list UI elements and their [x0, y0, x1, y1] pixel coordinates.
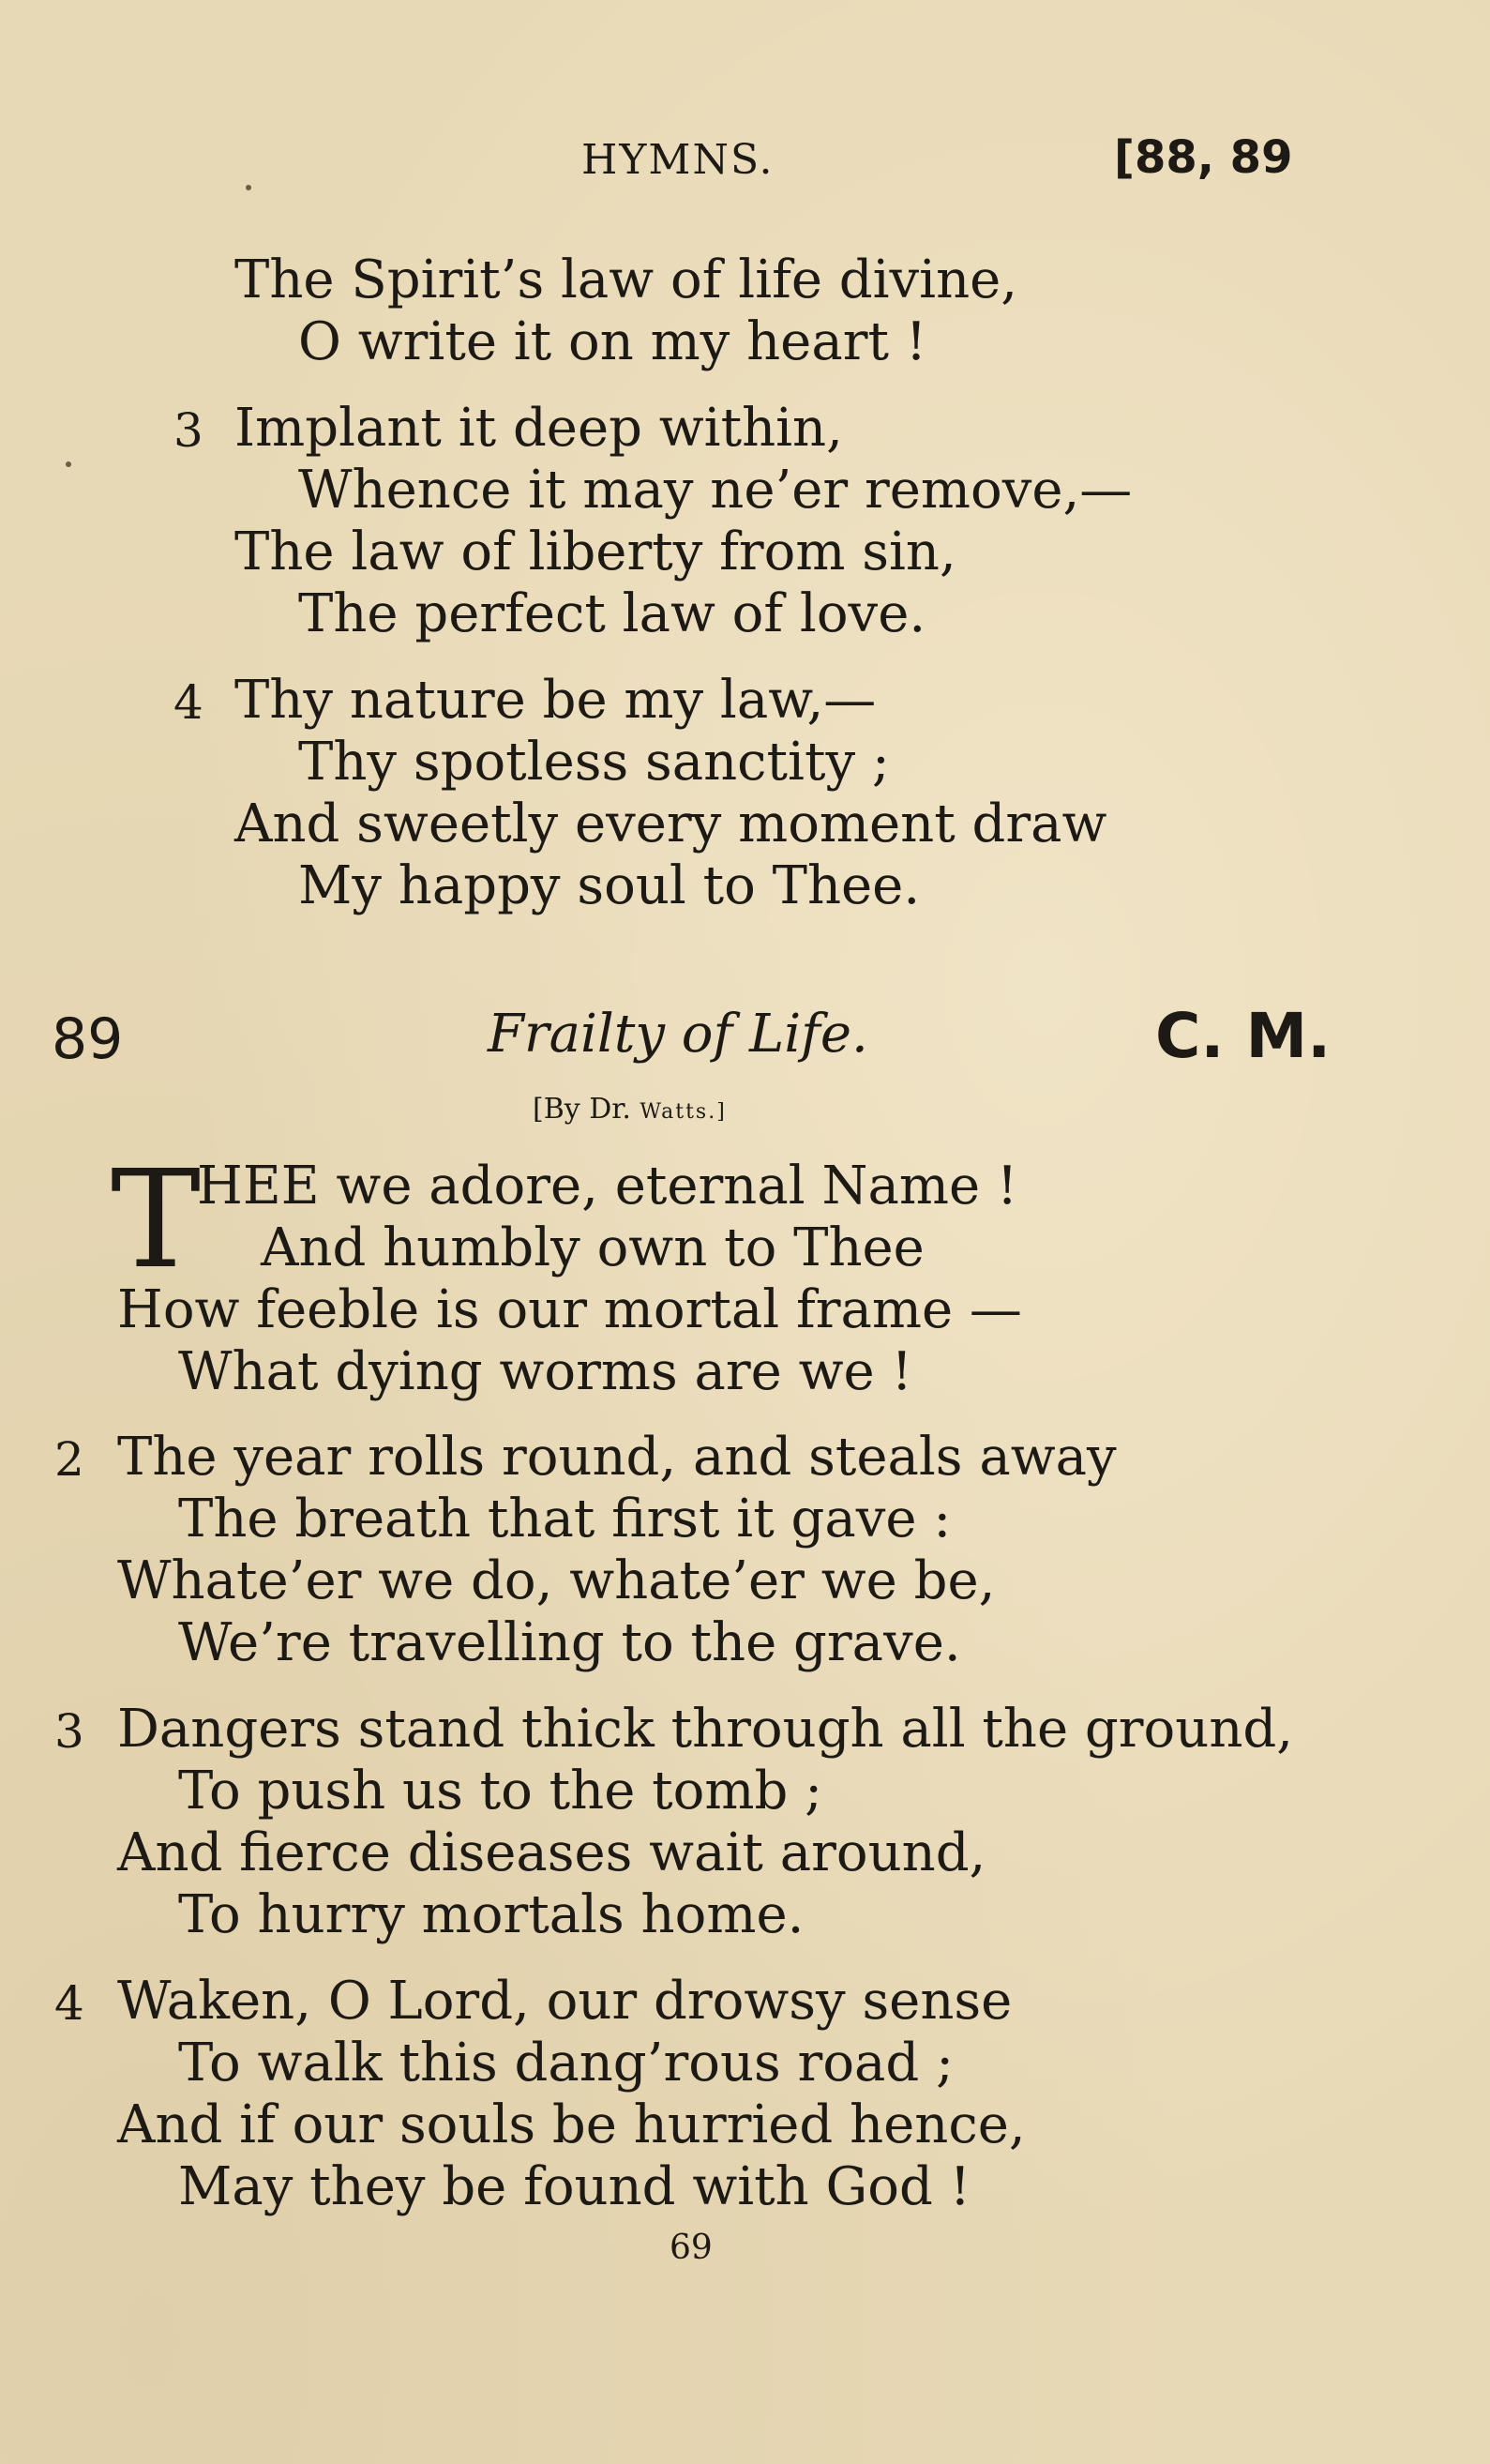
- print-speck: [66, 461, 71, 467]
- attribution-author: Watts.]: [640, 1100, 727, 1124]
- stanza-number: 3: [173, 403, 203, 458]
- verse-line: My happy soul to Thee.: [298, 855, 921, 916]
- verse-line: The year rolls round, and steals away: [117, 1427, 1117, 1488]
- verse-line: Whence it may ne’er remove,—: [298, 460, 1133, 521]
- running-head: HYMNS.: [581, 136, 775, 184]
- verse-line: What dying worms are we !: [178, 1341, 912, 1402]
- verse-line: Waken, O Lord, our drowsy sense: [117, 1971, 1013, 2032]
- attribution-prefix: [By Dr.: [533, 1093, 640, 1126]
- verse-line: And if our souls be hurried hence,: [117, 2094, 1026, 2155]
- stanza-number: 3: [54, 1704, 84, 1759]
- verse-line: We’re travelling to the grave.: [178, 1612, 961, 1673]
- drop-cap: T: [111, 1141, 202, 1298]
- verse-line: Dangers stand thick through all the ground,: [117, 1699, 1294, 1760]
- verse-line: To push us to the tomb ;: [178, 1761, 823, 1822]
- verse-line: Implant it deep within,: [234, 398, 843, 459]
- verse-line: To hurry mortals home.: [178, 1884, 805, 1945]
- print-speck: [246, 185, 251, 190]
- verse-line: How feeble is our mortal frame —: [117, 1279, 1022, 1340]
- verse-line: To walk this dang’rous road ;: [178, 2033, 954, 2094]
- verse-line: And sweetly every moment draw: [234, 794, 1107, 854]
- verse-line: And humbly own to Thee: [261, 1217, 925, 1278]
- stanza-number: 4: [54, 1976, 84, 2031]
- verse-line: The Spirit’s law of life divine,: [234, 249, 1018, 310]
- verse-line: The perfect law of love.: [298, 583, 926, 644]
- hymn-attribution: [533, 1093, 727, 1126]
- verse-line: Thy nature be my law,—: [234, 670, 877, 731]
- verse-line: Thy spotless sanctity ;: [298, 732, 890, 793]
- stanza-number: 2: [54, 1432, 84, 1487]
- verse-line: And fierce diseases wait around,: [117, 1822, 986, 1883]
- hymn-range: [88, 89: [1114, 131, 1293, 184]
- verse-line: HEE we adore, eternal Name !: [197, 1156, 1018, 1217]
- verse-line: The law of liberty from sin,: [234, 522, 956, 582]
- hymn-meter: C. M.: [1155, 1000, 1332, 1072]
- verse-line: O write it on my heart !: [298, 311, 927, 372]
- hymn-number: 89: [52, 1006, 124, 1072]
- verse-line: The breath that first it gave :: [178, 1489, 952, 1549]
- verse-line: Whate’er we do, whate’er we be,: [117, 1550, 996, 1611]
- stanza-number: 4: [173, 675, 203, 730]
- hymn-title: Frailty of Life.: [488, 1004, 868, 1065]
- page-number: 69: [670, 2229, 713, 2267]
- verse-line: May they be found with God !: [178, 2156, 971, 2217]
